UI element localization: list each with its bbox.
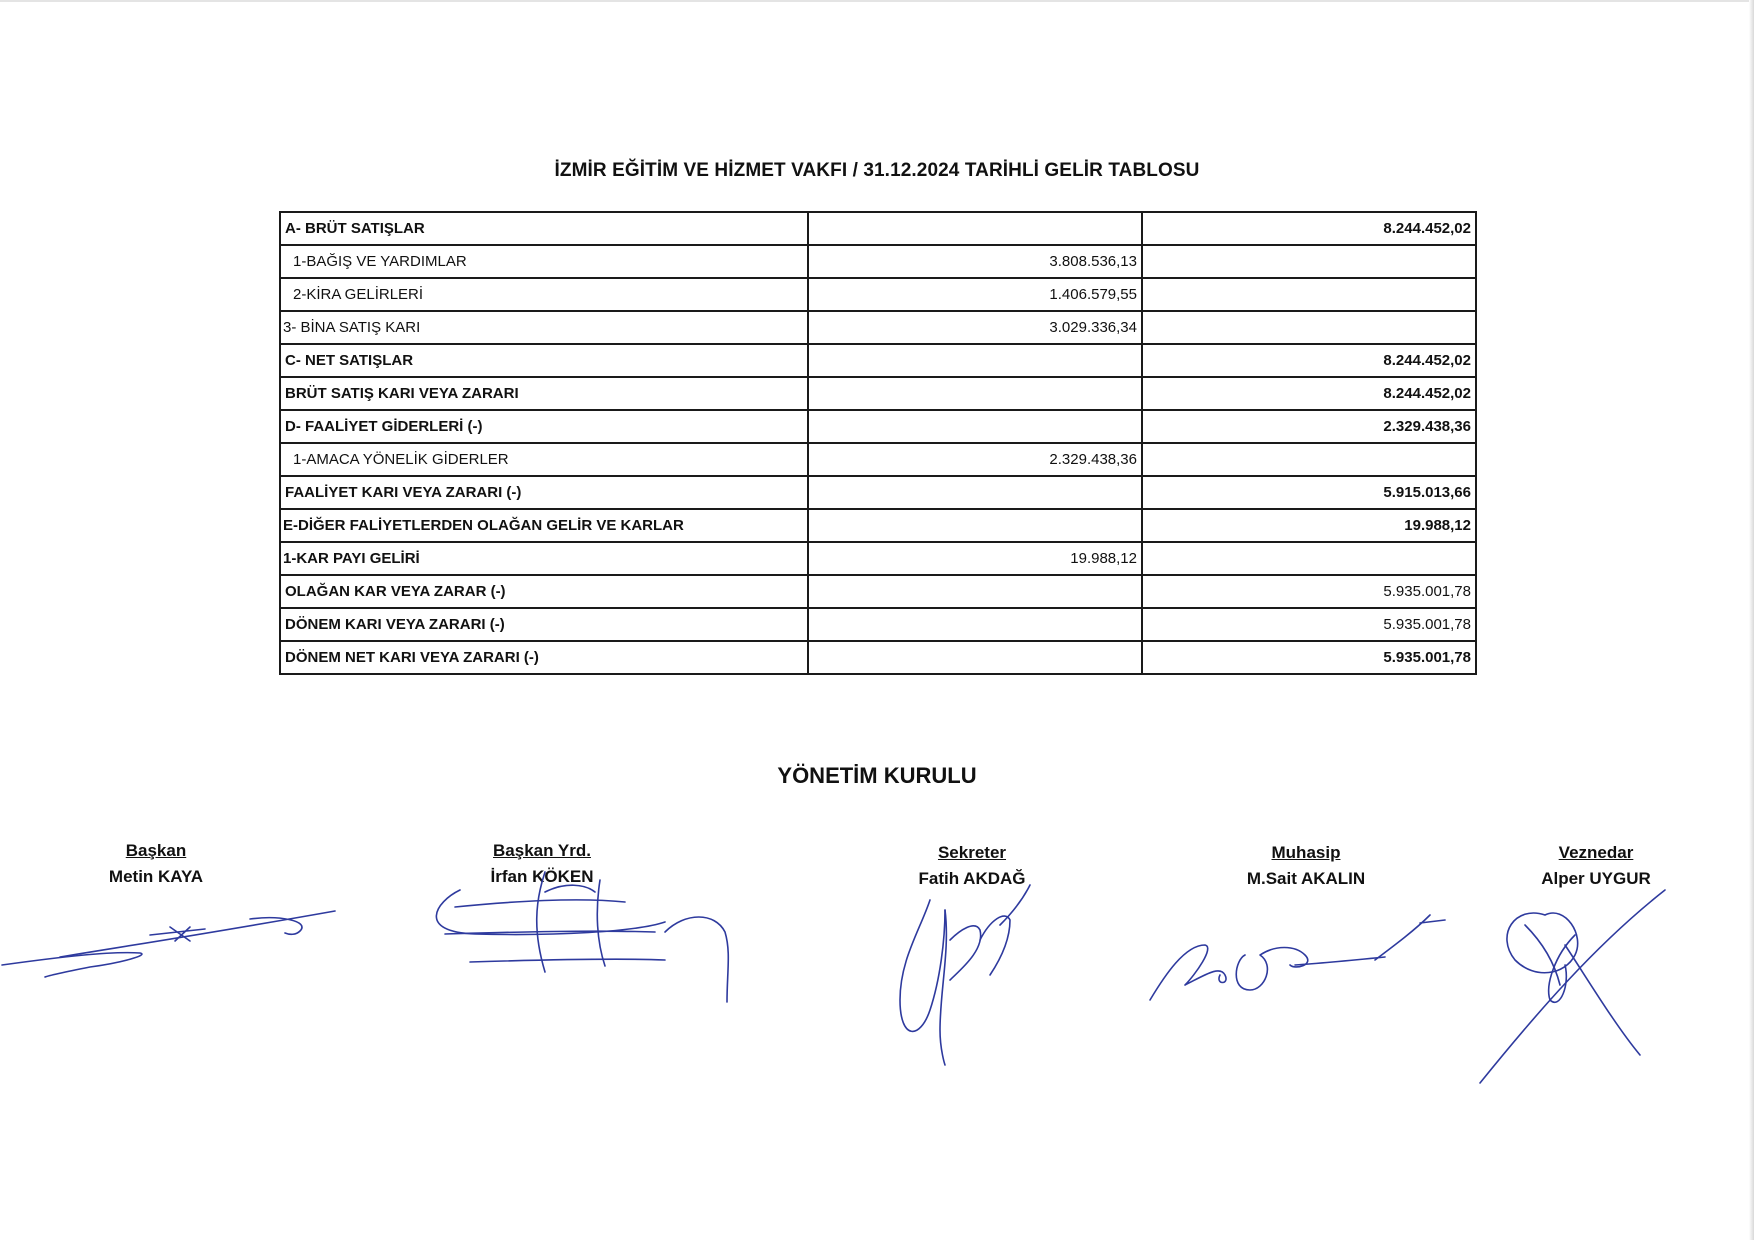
- row-label: DÖNEM NET KARI VEYA ZARARI (-): [280, 641, 808, 674]
- member-name: Alper UYGUR: [1541, 869, 1651, 888]
- row-sub-amount: 1.406.579,55: [808, 278, 1142, 311]
- page-right-edge: [1749, 0, 1754, 1240]
- table-row: [280, 575, 1476, 608]
- row-total-amount: 8.244.452,02: [1142, 344, 1476, 377]
- row-total-amount: 5.935.001,78: [1142, 641, 1476, 674]
- table-row: [280, 608, 1476, 641]
- document-title: İZMİR EĞİTİM VE HİZMET VAKFI / 31.12.2024 TARİHLİ GELİR TABLOSU: [554, 160, 1200, 181]
- row-sub-amount: 3.029.336,34: [808, 311, 1142, 344]
- board-title: YÖNETİM KURULU: [777, 763, 977, 788]
- row-total-amount: [1142, 245, 1476, 278]
- table-row: [280, 212, 1476, 245]
- row-label: 1-BAĞIŞ VE YARDIMLAR: [280, 245, 808, 278]
- row-sub-amount: 19.988,12: [808, 542, 1142, 575]
- row-label: OLAĞAN KAR VEYA ZARAR (-): [280, 575, 808, 608]
- row-sub-amount: [808, 212, 1142, 245]
- table-row: [280, 542, 1476, 575]
- row-label: DÖNEM KARI VEYA ZARARI (-): [280, 608, 808, 641]
- row-label: 3- BİNA SATIŞ KARI: [280, 311, 808, 344]
- table-row: [280, 476, 1476, 509]
- row-label: FAALİYET KARI VEYA ZARARI (-): [280, 476, 808, 509]
- row-sub-amount: [808, 641, 1142, 674]
- table-row: [280, 509, 1476, 542]
- table-row: [280, 245, 1476, 278]
- member-role: Başkan: [125, 841, 187, 860]
- member-name: Fatih AKDAĞ: [918, 869, 1026, 888]
- row-total-amount: [1142, 311, 1476, 344]
- table-row: [280, 410, 1476, 443]
- page-top-edge: [0, 0, 1754, 2]
- row-total-amount: 8.244.452,02: [1142, 377, 1476, 410]
- row-sub-amount: [808, 410, 1142, 443]
- row-total-amount: 2.329.438,36: [1142, 410, 1476, 443]
- member-role: Muhasip: [1271, 843, 1341, 862]
- table-row: [280, 443, 1476, 476]
- signature-treasurer: [1475, 885, 1655, 1085]
- row-sub-amount: [808, 476, 1142, 509]
- member-name: Metin KAYA: [108, 867, 204, 886]
- row-total-amount: 5.915.013,66: [1142, 476, 1476, 509]
- table-row: [280, 377, 1476, 410]
- row-total-amount: [1142, 443, 1476, 476]
- row-sub-amount: 2.329.438,36: [808, 443, 1142, 476]
- signature-president: [0, 905, 340, 985]
- member-name: İrfan KÖKEN: [490, 867, 594, 886]
- signature-accountant: [1145, 905, 1445, 1015]
- row-label: 2-KİRA GELİRLERİ: [280, 278, 808, 311]
- table-row: [280, 641, 1476, 674]
- row-label: C- NET SATIŞLAR: [280, 344, 808, 377]
- board-member-accountant: [1196, 840, 1416, 892]
- row-sub-amount: 3.808.536,13: [808, 245, 1142, 278]
- row-label: 1-AMACA YÖNELİK GİDERLER: [280, 443, 808, 476]
- row-sub-amount: [808, 344, 1142, 377]
- member-role: Veznedar: [1558, 843, 1634, 862]
- member-role: Başkan Yrd.: [493, 841, 591, 860]
- row-total-amount: 8.244.452,02: [1142, 212, 1476, 245]
- row-total-amount: [1142, 542, 1476, 575]
- row-label: D- FAALİYET GİDERLERİ (-): [280, 410, 808, 443]
- income-statement-table: [279, 211, 1477, 675]
- row-total-amount: 19.988,12: [1142, 509, 1476, 542]
- row-sub-amount: [808, 509, 1142, 542]
- row-label: 1-KAR PAYI GELİRİ: [280, 542, 808, 575]
- row-total-amount: [1142, 278, 1476, 311]
- member-name: M.Sait AKALIN: [1246, 869, 1366, 888]
- table-row: [280, 278, 1476, 311]
- board-member-president: [46, 838, 266, 890]
- row-total-amount: 5.935.001,78: [1142, 608, 1476, 641]
- signature-vice-president: [415, 862, 735, 982]
- row-label: A- BRÜT SATIŞLAR: [280, 212, 808, 245]
- row-total-amount: 5.935.001,78: [1142, 575, 1476, 608]
- row-label: BRÜT SATIŞ KARI VEYA ZARARI: [280, 377, 808, 410]
- table-row: [280, 344, 1476, 377]
- row-sub-amount: [808, 575, 1142, 608]
- member-role: Sekreter: [937, 843, 1007, 862]
- row-sub-amount: [808, 377, 1142, 410]
- table-row: [280, 311, 1476, 344]
- row-label: E-DİĞER FALİYETLERDEN OLAĞAN GELİR VE KARLAR: [280, 509, 808, 542]
- row-sub-amount: [808, 608, 1142, 641]
- signature-secretary: [890, 880, 1040, 1070]
